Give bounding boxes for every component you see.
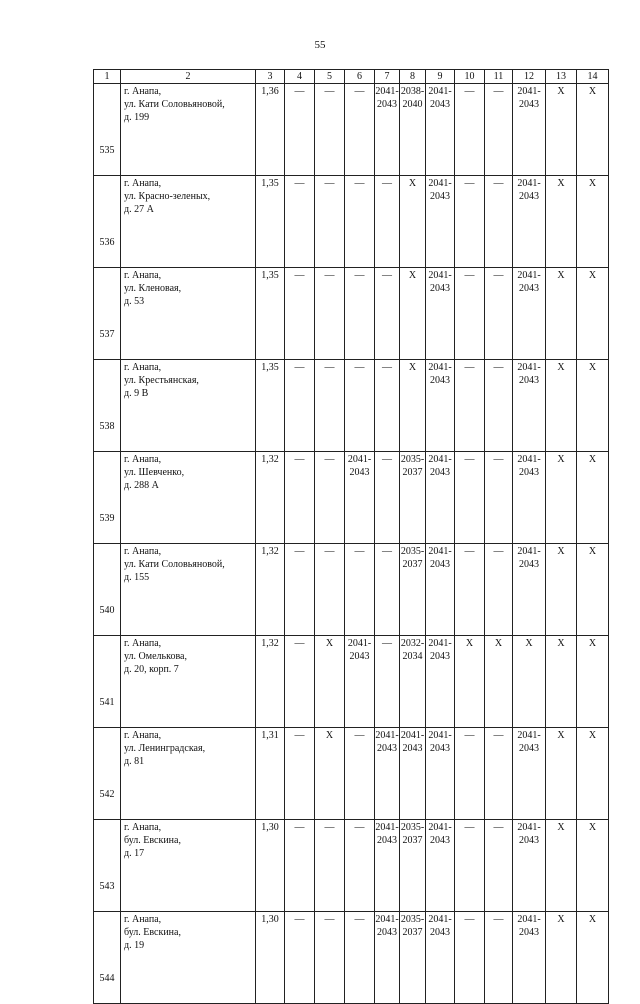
row-number: 541	[94, 636, 121, 728]
address-line: г. Анапа,	[124, 822, 162, 833]
address-cell	[121, 268, 256, 360]
period-cell: Х	[546, 452, 577, 544]
period-cell: Х	[546, 912, 577, 1004]
address-line: д. 20, корп. 7	[124, 664, 179, 675]
period-cell: —	[345, 912, 375, 1004]
period-cell: —	[285, 176, 315, 268]
period-cell: 2041- 2043	[426, 728, 455, 820]
period-cell: 2041- 2043	[426, 544, 455, 636]
period-cell: —	[345, 544, 375, 636]
column-header: 7	[375, 70, 400, 84]
period-cell: —	[485, 176, 513, 268]
period-cell: Х	[577, 544, 609, 636]
period-cell: Х	[400, 176, 426, 268]
table-row	[94, 544, 609, 636]
period-cell: Х	[546, 268, 577, 360]
address-line: бул. Евскина,	[124, 835, 181, 846]
header-row	[94, 70, 609, 84]
period-cell: —	[455, 820, 485, 912]
period-cell: Х	[546, 176, 577, 268]
period-cell: —	[375, 360, 400, 452]
period-cell: 2041- 2043	[426, 452, 455, 544]
period-cell: 2041- 2043	[513, 544, 546, 636]
address-cell	[121, 452, 256, 544]
period-cell: 2041- 2043	[375, 912, 400, 1004]
period-cell: Х	[546, 360, 577, 452]
period-cell: Х	[577, 268, 609, 360]
period-cell: 2041- 2043	[375, 728, 400, 820]
address-line: д. 9 В	[124, 388, 149, 399]
address-line: г. Анапа,	[124, 638, 162, 649]
row-number: 540	[94, 544, 121, 636]
period-cell: 2041- 2043	[426, 912, 455, 1004]
area-value: 1,36	[256, 84, 285, 176]
period-cell: Х	[577, 360, 609, 452]
period-cell: —	[345, 84, 375, 176]
period-cell: —	[455, 452, 485, 544]
period-cell: Х	[400, 360, 426, 452]
table-row	[94, 820, 609, 912]
period-cell: Х	[577, 912, 609, 1004]
period-cell: —	[485, 544, 513, 636]
period-cell: 2041- 2043	[426, 820, 455, 912]
row-number: 535	[94, 84, 121, 176]
period-cell: —	[455, 360, 485, 452]
period-cell: Х	[577, 636, 609, 728]
address-line: ул. Омелькова,	[124, 651, 187, 662]
area-value: 1,35	[256, 268, 285, 360]
address-line: д. 53	[124, 296, 145, 307]
period-cell: —	[315, 820, 345, 912]
address-line: ул. Шевченко,	[124, 467, 185, 478]
period-cell: —	[455, 728, 485, 820]
address-line: д. 199	[124, 112, 150, 123]
period-cell: —	[315, 176, 345, 268]
period-cell: Х	[315, 636, 345, 728]
row-number: 538	[94, 360, 121, 452]
period-cell: 2041- 2043	[426, 636, 455, 728]
table-row	[94, 728, 609, 820]
period-cell: 2041- 2043	[513, 452, 546, 544]
period-cell: —	[285, 84, 315, 176]
period-cell: —	[375, 636, 400, 728]
period-cell: —	[285, 544, 315, 636]
address-line: ул. Ленинградская,	[124, 743, 206, 754]
row-number: 539	[94, 452, 121, 544]
period-cell: —	[455, 176, 485, 268]
period-cell: 2041- 2043	[513, 912, 546, 1004]
column-header: 8	[400, 70, 426, 84]
column-header: 13	[546, 70, 577, 84]
period-cell: —	[285, 452, 315, 544]
period-cell: —	[375, 176, 400, 268]
period-cell: 2041- 2043	[513, 728, 546, 820]
address-line: г. Анапа,	[124, 86, 162, 97]
address-line: г. Анапа,	[124, 454, 162, 465]
period-cell: 2041- 2043	[375, 820, 400, 912]
period-cell: Х	[577, 84, 609, 176]
row-number: 536	[94, 176, 121, 268]
period-cell: 2041- 2043	[513, 268, 546, 360]
period-cell: Х	[577, 820, 609, 912]
period-cell: —	[375, 452, 400, 544]
period-cell: —	[315, 912, 345, 1004]
period-cell: Х	[577, 176, 609, 268]
column-header: 9	[426, 70, 455, 84]
period-cell: 2032- 2034	[400, 636, 426, 728]
period-cell: —	[315, 360, 345, 452]
table-row	[94, 360, 609, 452]
column-header: 6	[345, 70, 375, 84]
period-cell: 2041- 2043	[513, 360, 546, 452]
table-row	[94, 84, 609, 176]
area-value: 1,35	[256, 176, 285, 268]
period-cell: —	[485, 912, 513, 1004]
address-line: ул. Кати Соловьяновой,	[124, 99, 225, 110]
period-cell: Х	[546, 636, 577, 728]
period-cell: 2041- 2043	[426, 360, 455, 452]
period-cell: —	[485, 452, 513, 544]
period-cell: 2041- 2043	[426, 268, 455, 360]
column-header: 5	[315, 70, 345, 84]
table-row	[94, 452, 609, 544]
address-line: г. Анапа,	[124, 178, 162, 189]
address-line: г. Анапа,	[124, 914, 162, 925]
period-cell: Х	[315, 728, 345, 820]
period-cell: Х	[485, 636, 513, 728]
address-line: д. 81	[124, 756, 145, 767]
row-number: 543	[94, 820, 121, 912]
period-cell: Х	[400, 268, 426, 360]
address-line: г. Анапа,	[124, 546, 162, 557]
address-cell	[121, 912, 256, 1004]
period-cell: 2041- 2043	[513, 820, 546, 912]
period-cell: —	[345, 728, 375, 820]
address-line: г. Анапа,	[124, 730, 162, 741]
period-cell: —	[285, 912, 315, 1004]
period-cell: —	[285, 636, 315, 728]
address-cell	[121, 176, 256, 268]
period-cell: —	[375, 544, 400, 636]
address-line: д. 155	[124, 572, 150, 583]
period-cell: —	[315, 268, 345, 360]
period-cell: 2035- 2037	[400, 544, 426, 636]
period-cell: 2041- 2043	[345, 452, 375, 544]
address-line: ул. Кати Соловьяновой,	[124, 559, 225, 570]
period-cell: 2038- 2040	[400, 84, 426, 176]
period-cell: —	[455, 268, 485, 360]
period-cell: 2041- 2043	[513, 84, 546, 176]
area-value: 1,31	[256, 728, 285, 820]
address-line: г. Анапа,	[124, 270, 162, 281]
address-line: д. 288 А	[124, 480, 159, 491]
period-cell: —	[345, 360, 375, 452]
period-cell: Х	[546, 820, 577, 912]
table-row	[94, 636, 609, 728]
period-cell: —	[345, 820, 375, 912]
period-cell: —	[485, 84, 513, 176]
period-cell: 2035- 2037	[400, 820, 426, 912]
address-line: д. 17	[124, 848, 145, 859]
period-cell: 2035- 2037	[400, 912, 426, 1004]
address-line: ул. Красно-зеленых,	[124, 191, 211, 202]
address-line: бул. Евскина,	[124, 927, 181, 938]
period-cell: 2041- 2043	[426, 84, 455, 176]
period-cell: Х	[546, 544, 577, 636]
period-cell: 2041- 2043	[400, 728, 426, 820]
period-cell: 2041- 2043	[513, 176, 546, 268]
period-cell: 2041- 2043	[375, 84, 400, 176]
period-cell: 2035- 2037	[400, 452, 426, 544]
row-number: 542	[94, 728, 121, 820]
period-cell: —	[285, 728, 315, 820]
column-header: 4	[285, 70, 315, 84]
period-cell: —	[455, 912, 485, 1004]
period-cell: —	[315, 544, 345, 636]
column-header: 14	[577, 70, 609, 84]
period-cell: —	[455, 84, 485, 176]
area-value: 1,32	[256, 544, 285, 636]
column-header: 11	[485, 70, 513, 84]
column-header: 10	[455, 70, 485, 84]
period-cell: Х	[577, 452, 609, 544]
address-cell	[121, 636, 256, 728]
period-cell: —	[455, 544, 485, 636]
period-cell: —	[375, 268, 400, 360]
register-table	[93, 69, 609, 1004]
address-line: д. 27 А	[124, 204, 154, 215]
area-value: 1,30	[256, 820, 285, 912]
period-cell: —	[285, 820, 315, 912]
period-cell: 2041- 2043	[426, 176, 455, 268]
address-line: г. Анапа,	[124, 362, 162, 373]
period-cell: —	[285, 268, 315, 360]
page-number: 55	[314, 39, 326, 51]
period-cell: —	[345, 176, 375, 268]
column-header: 12	[513, 70, 546, 84]
area-value: 1,32	[256, 452, 285, 544]
period-cell: —	[485, 728, 513, 820]
period-cell: 2041- 2043	[345, 636, 375, 728]
period-cell: Х	[513, 636, 546, 728]
period-cell: Х	[546, 84, 577, 176]
period-cell: —	[485, 268, 513, 360]
period-cell: —	[485, 820, 513, 912]
address-cell	[121, 360, 256, 452]
address-line: ул. Кленовая,	[124, 283, 182, 294]
area-value: 1,35	[256, 360, 285, 452]
period-cell: —	[315, 84, 345, 176]
column-header: 1	[94, 70, 121, 84]
address-cell	[121, 820, 256, 912]
area-value: 1,30	[256, 912, 285, 1004]
address-line: ул. Крестьянская,	[124, 375, 199, 386]
address-cell	[121, 544, 256, 636]
period-cell: Х	[577, 728, 609, 820]
row-number: 544	[94, 912, 121, 1004]
period-cell: —	[315, 452, 345, 544]
column-header: 2	[121, 70, 256, 84]
address-cell	[121, 728, 256, 820]
area-value: 1,32	[256, 636, 285, 728]
period-cell: Х	[546, 728, 577, 820]
row-number: 537	[94, 268, 121, 360]
period-cell: —	[345, 268, 375, 360]
column-header: 3	[256, 70, 285, 84]
period-cell: Х	[455, 636, 485, 728]
period-cell: —	[285, 360, 315, 452]
address-cell	[121, 84, 256, 176]
address-line: д. 19	[124, 940, 145, 951]
period-cell: —	[485, 360, 513, 452]
table-row	[94, 912, 609, 1004]
table-row	[94, 176, 609, 268]
table-row	[94, 268, 609, 360]
